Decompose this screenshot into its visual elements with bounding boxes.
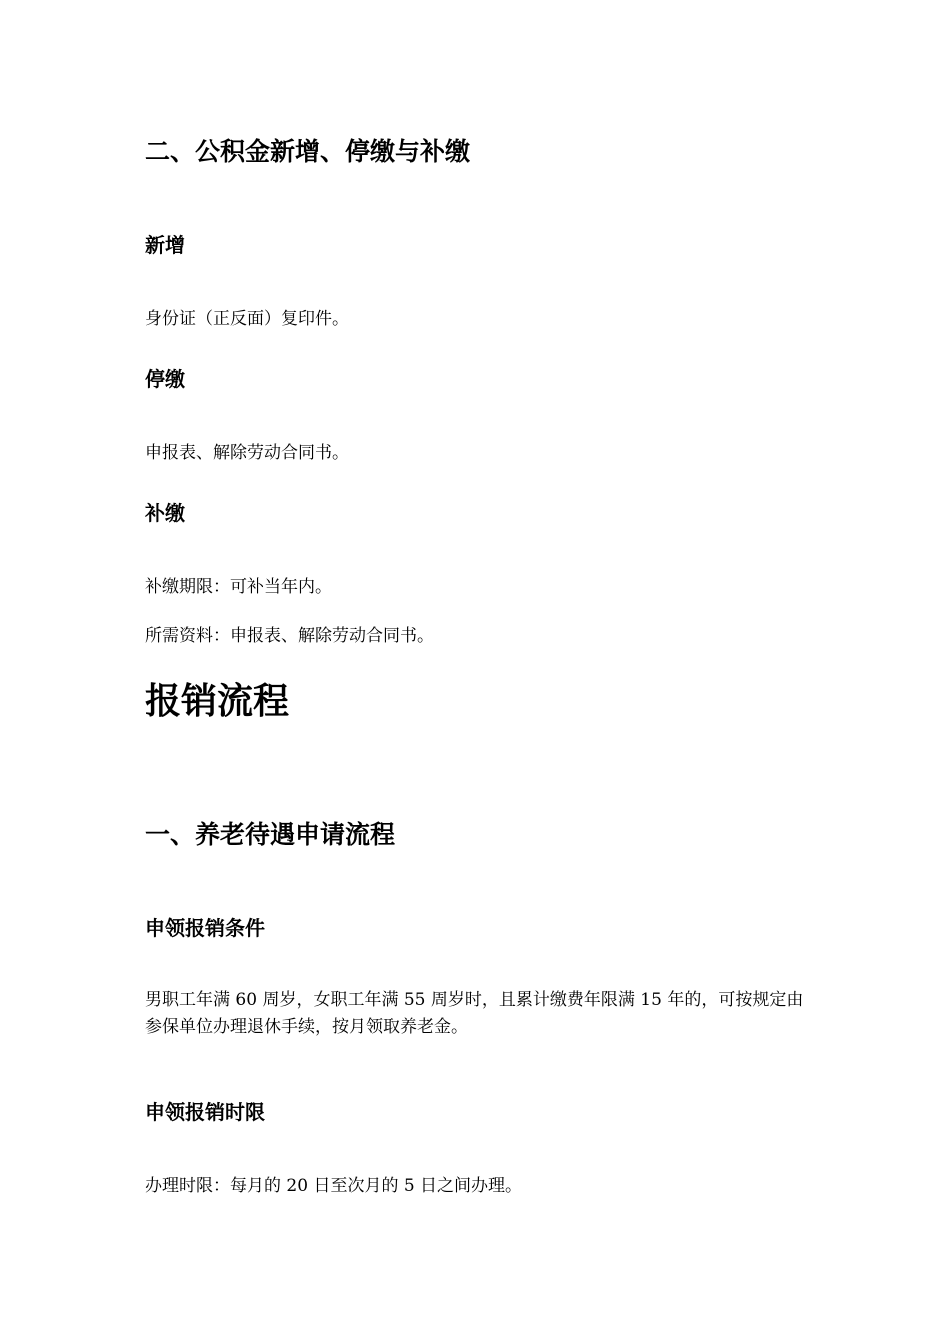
heading-time-limit: 申领报销时限	[145, 1100, 265, 1124]
section-title-pension: 一、养老待遇申请流程	[145, 820, 396, 849]
paragraph-stop-payment: 申报表、解除劳动合同书。	[145, 443, 349, 463]
paragraph-eligibility: 男职工年满 60 周岁，女职工年满 55 周岁时，且累计缴费年限满 15 年的，可按规定由参保单位办理退休手续，按月领取养老金。	[145, 990, 804, 1037]
heading-new-enrollment: 新增	[145, 233, 185, 257]
paragraph-supplementary-materials: 所需资料：申报表、解除劳动合同书。	[145, 626, 434, 646]
paragraph-new-enrollment: 身份证（正反面）复印件。	[145, 309, 349, 329]
chapter-title-reimbursement: 报销流程	[145, 681, 290, 722]
heading-eligibility: 申领报销条件	[145, 916, 265, 940]
heading-stop-payment: 停缴	[145, 367, 185, 391]
paragraph-supplementary-period: 补缴期限：可补当年内。	[145, 577, 332, 597]
section-title-housing-fund: 二、公积金新增、停缴与补缴	[145, 137, 471, 166]
heading-supplementary-payment: 补缴	[145, 501, 185, 525]
paragraph-time-limit: 办理时限：每月的 20 日至次月的 5 日之间办理。	[145, 1176, 523, 1196]
